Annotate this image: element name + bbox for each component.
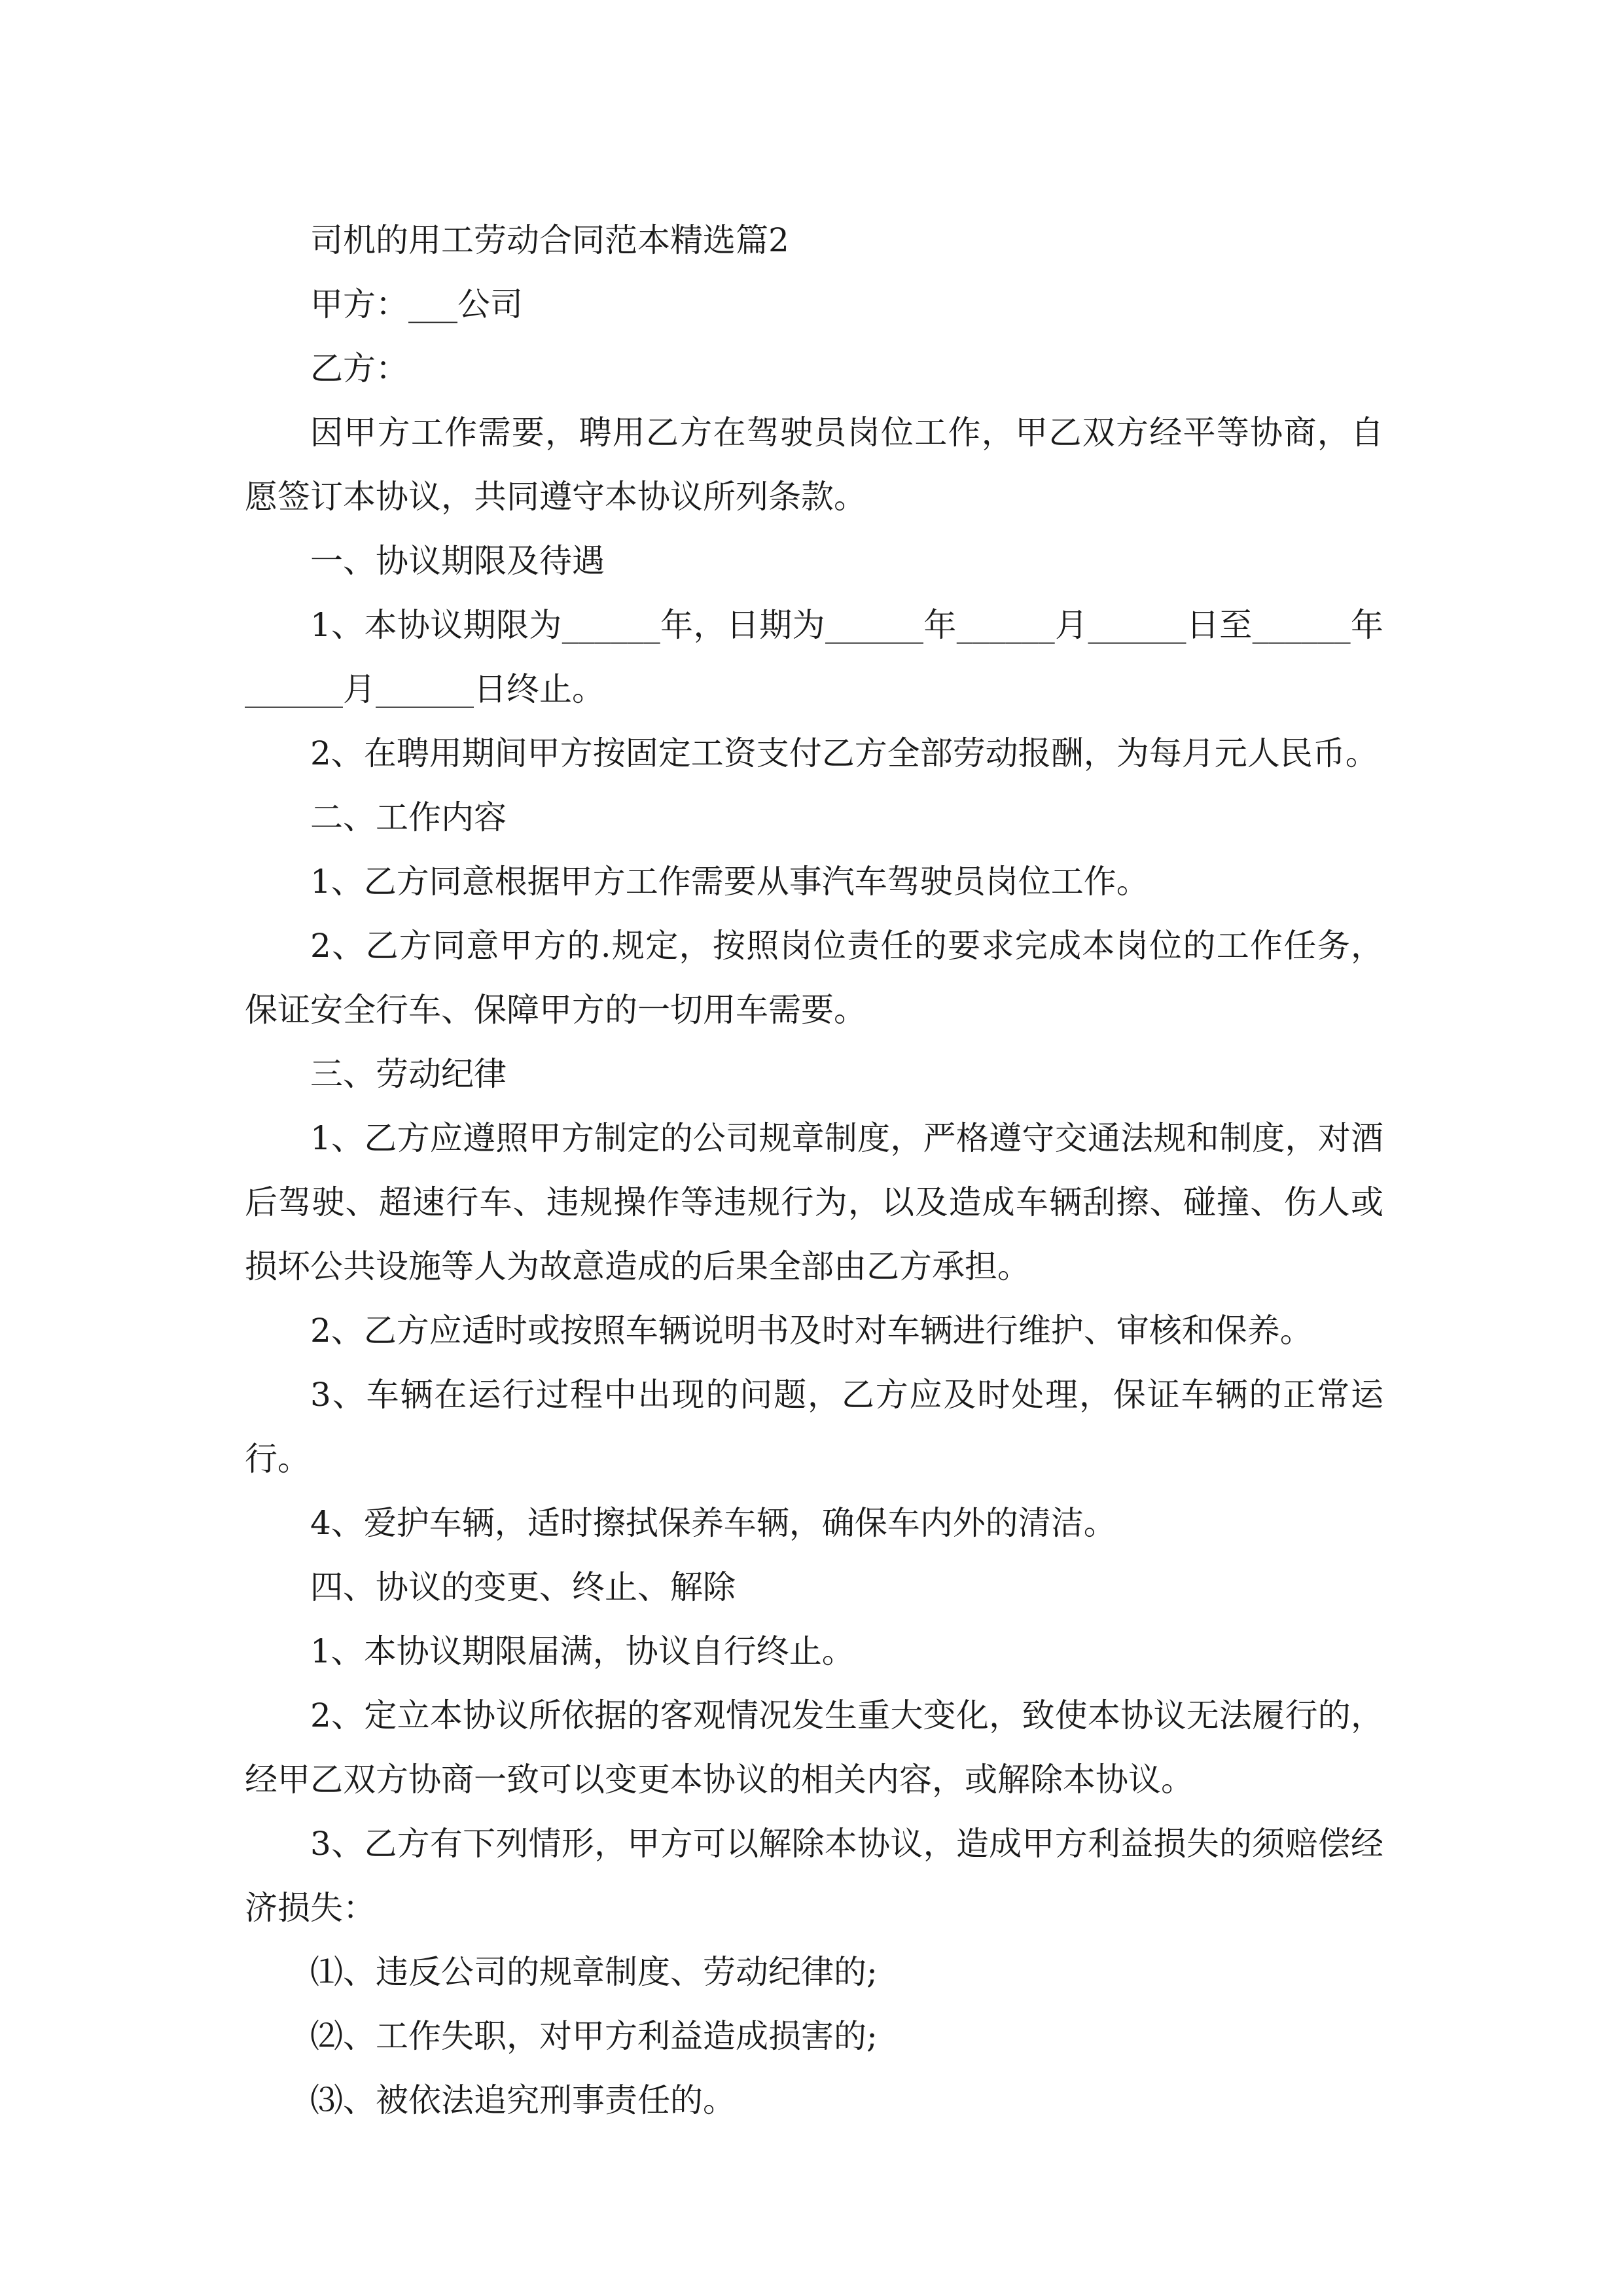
section-heading-change: 四、协议的变更、终止、解除 — [310, 1568, 736, 1606]
clause-work-duty: 1、乙方同意根据甲方工作需要从事汽车驾驶员岗位工作。 — [310, 863, 1149, 901]
section-heading-work: 二、工作内容 — [310, 798, 507, 836]
clause-term-dates: 1、本协议期限为______年，日期为______年______月______日至______年______月______日终止。 — [245, 606, 1383, 708]
clause-discipline-problems: 3、车辆在运行过程中出现的问题，乙方应及时处理，保证车辆的正常运行。 — [245, 1376, 1383, 1478]
clause-work-rules: 2、乙方同意甲方的.规定，按照岗位责任的要求完成本岗位的工作任务，保证安全行车、保障甲方的一切用车需要。 — [245, 927, 1383, 1029]
party-b-line: 乙方： — [310, 350, 408, 387]
section-heading-discipline: 三、劳动纪律 — [310, 1055, 507, 1093]
list-item: ⑶、被依法追究刑事责任的。 — [310, 2081, 736, 2119]
party-a-line: 甲方：___公司 — [310, 285, 523, 323]
clause-discipline-rules: 1、乙方应遵照甲方制定的公司规章制度，严格遵守交通法规和制度，对酒后驾驶、超速行车、违规操作等违规行为，以及造成车辆刮擦、碰撞、伤人或损坏公共设施等人为故意造成的后果全部由乙方承担。 — [245, 1119, 1383, 1285]
clause-discipline-maintenance: 2、乙方应适时或按照车辆说明书及时对车辆进行维护、审核和保养。 — [310, 1312, 1313, 1350]
clause-salary: 2、在聘用期间甲方按固定工资支付乙方全部劳动报酬，为每月元人民币。 — [310, 734, 1378, 772]
document-body — [245, 208, 1383, 2132]
list-item: ⑴、违反公司的规章制度、劳动纪律的; — [310, 1953, 878, 1991]
clause-change-circumstances: 2、定立本协议所依据的客观情况发生重大变化，致使本协议无法履行的，经甲乙双方协商一致可以变更本协议的相关内容，或解除本协议。 — [245, 1696, 1383, 1799]
section-heading-term: 一、协议期限及待遇 — [310, 542, 605, 580]
list-item: ⑵、工作失职，对甲方利益造成损害的; — [310, 2017, 878, 2055]
clause-change-expiry: 1、本协议期限届满，协议自行终止。 — [310, 1632, 855, 1670]
document-title: 司机的用工劳动合同范本精选篇2 — [310, 221, 789, 259]
clause-change-termination: 3、乙方有下列情形，甲方可以解除本协议，造成甲方利益损失的须赔偿经济损失： — [245, 1825, 1383, 1927]
clause-discipline-care: 4、爱护车辆，适时擦拭保养车辆，确保车内外的清洁。 — [310, 1504, 1116, 1542]
intro-paragraph: 因甲方工作需要，聘用乙方在驾驶员岗位工作，甲乙双方经平等协商，自愿签订本协议，共同遵守本协议所列条款。 — [245, 414, 1383, 516]
